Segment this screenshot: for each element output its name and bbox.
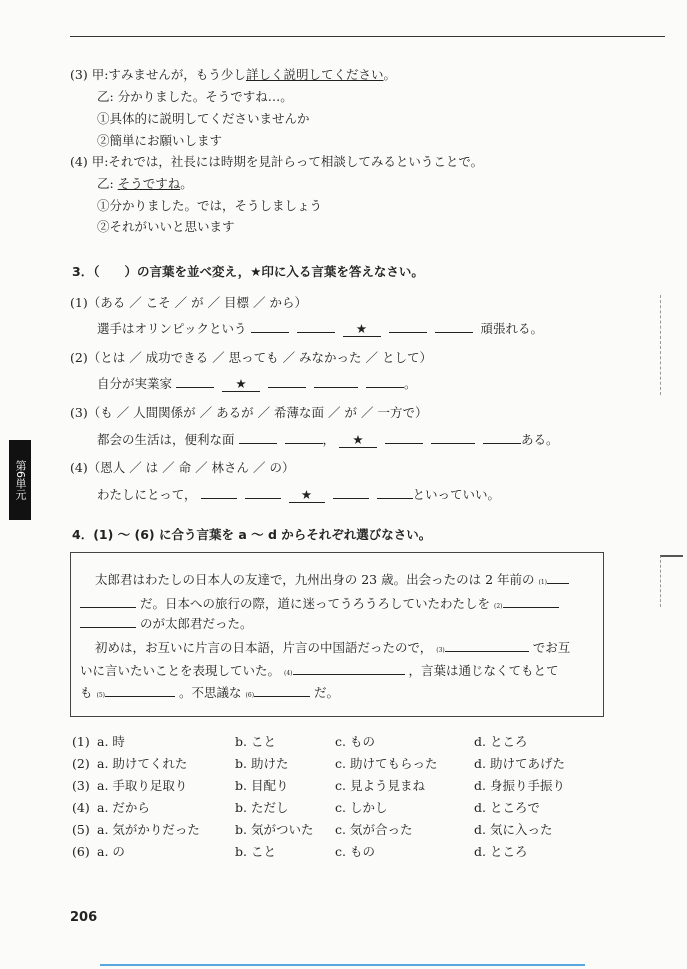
q3-line-a <box>70 66 396 84</box>
sentence-start: 自分が実業家 <box>97 376 173 391</box>
dialogue-text: すみませんが，もう少し <box>108 67 246 82</box>
q-number: (2) <box>70 350 88 365</box>
passage-line-6 <box>80 681 339 705</box>
option-d[interactable]: d. ところで <box>474 800 540 815</box>
option-row-number: (6) <box>72 844 90 859</box>
sentence-end: 。 <box>404 376 417 391</box>
q4-option-2: ②それがいいと思います <box>97 219 235 234</box>
sentence-start: 選手はオリンピックという <box>97 321 247 336</box>
section-3-heading: 3．（ ）の言葉を並べ変え，★印に入る言葉を答えなさい。 <box>72 264 424 279</box>
s3-q1-words <box>70 294 307 312</box>
sentence-start: わたしにとって， <box>97 487 197 502</box>
blank-4[interactable] <box>293 659 405 675</box>
s3-q3-sentence <box>97 428 559 449</box>
punct: 。 <box>180 176 193 191</box>
option-c[interactable]: c. 助けてもらった <box>335 756 438 771</box>
option-d[interactable]: d. 気に入った <box>474 822 553 837</box>
blank-number: (5) <box>96 692 106 699</box>
q4-option-1: ①分かりました。では，そうしましょう <box>97 198 323 213</box>
q-number: (3) <box>70 405 88 420</box>
option-d[interactable]: d. ところ <box>474 844 528 859</box>
speaker-label: 甲: <box>91 67 109 82</box>
option-d[interactable]: d. ところ <box>474 734 528 749</box>
passage-text: だ。 <box>314 685 340 700</box>
q-number: (1) <box>70 295 88 310</box>
blank[interactable] <box>483 428 521 444</box>
passage-line-4 <box>95 636 570 660</box>
passage-text: 太郎君はわたしの日本人の友達で，九州出身の 23 歳。出会ったのは 2 年前の <box>95 572 535 587</box>
option-row-number: (1) <box>72 734 90 749</box>
speaker-label: 乙: <box>97 89 114 104</box>
star-blank[interactable]: ★ <box>222 376 260 392</box>
s3-q4-sentence <box>97 483 500 504</box>
option-b[interactable]: b. こと <box>235 734 276 749</box>
bottom-rule <box>100 964 585 966</box>
option-d[interactable]: d. 助けてあげた <box>474 756 565 771</box>
option-a[interactable]: a. だから <box>97 800 150 815</box>
star-blank[interactable]: ★ <box>343 321 381 337</box>
option-c[interactable]: c. もの <box>335 844 375 859</box>
option-b[interactable]: b. 助けた <box>235 756 289 771</box>
q3-line-b <box>97 88 293 106</box>
passage-text: だ。日本への旅行の際，道に迷ってうろうろしていたわたしを <box>140 596 491 611</box>
s3-q2-sentence <box>97 372 417 393</box>
blank[interactable] <box>268 372 306 388</box>
q-number: (4) <box>70 154 88 169</box>
option-a[interactable]: a. 気がかりだった <box>97 822 200 837</box>
option-a[interactable]: a. 手取り足取り <box>97 778 188 793</box>
underlined-text: そうですね <box>117 176 181 191</box>
blank[interactable] <box>251 317 289 333</box>
blank-number: (2) <box>494 603 503 610</box>
passage-line-5 <box>80 659 559 683</box>
underlined-text: 詳しく説明してください <box>245 67 384 82</box>
star-blank[interactable]: ★ <box>289 487 325 503</box>
sentence-start: 都会の生活は，便利な面 <box>97 432 235 447</box>
option-c[interactable]: c. 気が合った <box>335 822 413 837</box>
blank[interactable] <box>239 428 277 444</box>
blank-2-cont[interactable] <box>80 612 136 628</box>
option-b[interactable]: b. ただし <box>235 800 289 815</box>
option-row-number: (5) <box>72 822 90 837</box>
section-4-heading: 4．(1) ～ (6) に合う言葉を a ～ d からそれぞれ選びなさい。 <box>72 527 432 542</box>
blank-5[interactable] <box>105 681 175 697</box>
star-blank[interactable]: ★ <box>339 432 377 448</box>
option-a[interactable]: a. 助けてくれた <box>97 756 188 771</box>
blank-2[interactable] <box>503 592 559 608</box>
blank[interactable] <box>366 372 404 388</box>
q-number: (4) <box>70 460 88 475</box>
dialogue-text: 分かりました。そうですね…。 <box>117 89 293 104</box>
side-tab <box>9 440 31 520</box>
punct: 。 <box>383 67 396 82</box>
s3-q4-words <box>70 459 295 477</box>
top-rule <box>70 36 665 37</box>
s3-q1-sentence <box>97 317 543 338</box>
option-c[interactable]: c. もの <box>335 734 375 749</box>
blank[interactable] <box>389 317 427 333</box>
blank[interactable] <box>285 428 323 444</box>
scan-edge-mark <box>660 555 683 607</box>
passage-text: も <box>80 685 93 700</box>
blank[interactable] <box>333 483 369 499</box>
unit-label: 第6単元 <box>14 460 27 500</box>
blank[interactable] <box>245 483 281 499</box>
blank[interactable] <box>431 428 475 444</box>
blank[interactable] <box>297 317 335 333</box>
word-list: （とは ／ 成功できる ／ 思っても ／ みなかった ／ として） <box>87 350 433 365</box>
comma: ， <box>322 432 336 447</box>
option-b[interactable]: b. 目配り <box>235 778 289 793</box>
blank[interactable] <box>385 428 423 444</box>
q4-line-b <box>97 175 193 193</box>
blank-number: (4) <box>284 670 293 677</box>
word-list: （ある ／ こそ ／ が ／ 目標 ／ から） <box>87 295 308 310</box>
blank[interactable] <box>201 483 237 499</box>
passage-line-1 <box>95 568 573 592</box>
q3-option-2: ②簡単にお願いします <box>97 133 223 148</box>
option-row-number: (2) <box>72 756 90 771</box>
blank-number: (6) <box>245 692 255 699</box>
blank-1[interactable] <box>547 568 569 584</box>
passage-text: 初めは，お互いに片言の日本語，片言の中国語だったので， <box>95 640 433 655</box>
q4-line-a <box>70 153 483 171</box>
speaker-label: 乙: <box>97 176 114 191</box>
q3-option-1: ①具体的に説明してくださいませんか <box>97 111 310 126</box>
passage-line-3 <box>80 612 253 633</box>
passage-text: のが太郎君だった。 <box>140 616 253 631</box>
speaker-label: 甲: <box>91 154 109 169</box>
blank-number: (1) <box>538 579 548 586</box>
blank[interactable] <box>435 317 473 333</box>
s3-q2-words <box>70 349 432 367</box>
sentence-end: 頑張れる。 <box>480 321 544 336</box>
option-b[interactable]: b. 気がついた <box>235 822 314 837</box>
blank[interactable] <box>314 372 358 388</box>
option-c[interactable]: c. 見よう見まね <box>335 778 425 793</box>
blank-1-cont[interactable] <box>80 592 136 608</box>
blank[interactable] <box>377 483 413 499</box>
blank-3[interactable] <box>445 636 529 652</box>
option-a[interactable]: a. 時 <box>97 734 125 749</box>
dialogue-text: それでは，社長には時期を見計らって相談してみるということで。 <box>108 154 484 169</box>
option-row-number: (3) <box>72 778 90 793</box>
passage-text: ，言葉は通じなくてもとて <box>408 663 559 678</box>
option-row-number: (4) <box>72 800 90 815</box>
s3-q3-words <box>70 404 427 422</box>
blank[interactable] <box>176 372 214 388</box>
word-list: （も ／ 人間関係が ／ あるが ／ 希薄な面 ／ が ／ 一方で） <box>87 405 428 420</box>
sentence-end: ある。 <box>521 432 559 447</box>
sentence-end: といっていい。 <box>412 487 501 502</box>
passage-text: 。不思議な <box>179 685 242 700</box>
passage-text: いに言いたいことを表現していた。 <box>80 663 281 678</box>
page-number: 206 <box>70 910 98 925</box>
option-a[interactable]: a. の <box>97 844 125 859</box>
word-list: （恩人 ／ は ／ 命 ／ 林さん ／ の） <box>87 460 295 475</box>
option-c[interactable]: c. しかし <box>335 800 388 815</box>
option-d[interactable]: d. 身振り手振り <box>474 778 565 793</box>
passage-text: でお互 <box>532 640 571 655</box>
option-b[interactable]: b. こと <box>235 844 276 859</box>
blank-6[interactable] <box>254 681 310 697</box>
scan-edge-mark <box>660 295 681 395</box>
q-number: (3) <box>70 67 88 82</box>
blank-number: (3) <box>436 647 445 654</box>
